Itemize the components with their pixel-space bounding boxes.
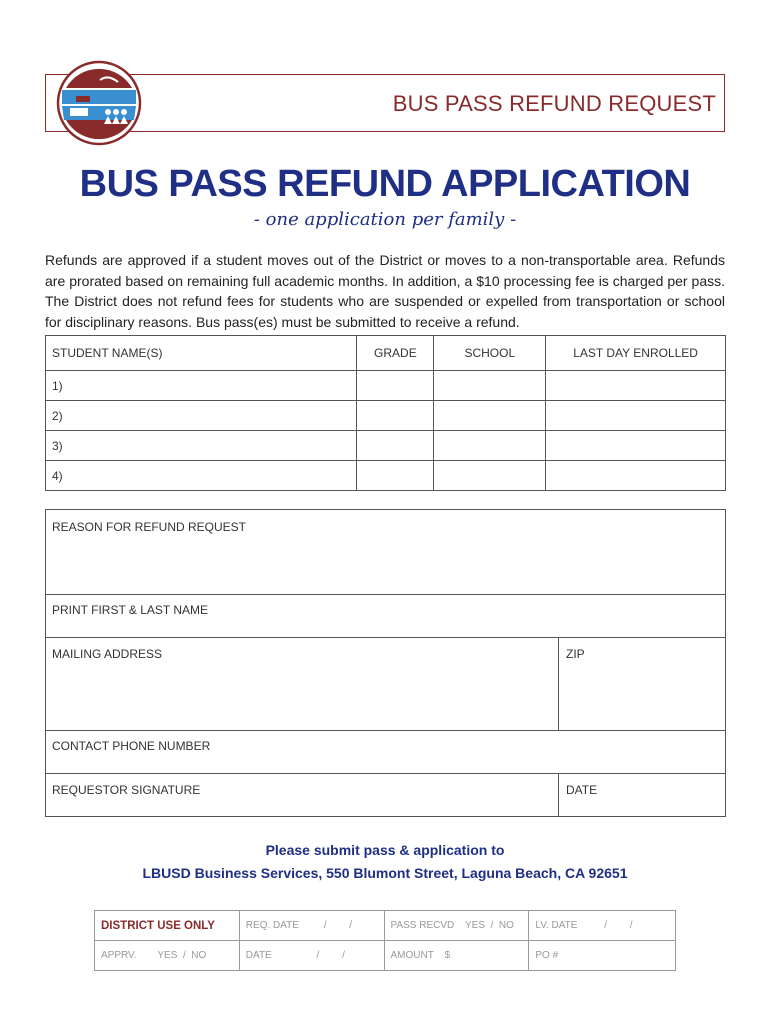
- print-name-label: PRINT FIRST & LAST NAME: [52, 603, 209, 617]
- student-name-field[interactable]: 2): [46, 401, 357, 431]
- amount-label: AMOUNT: [390, 950, 434, 961]
- signature-label: REQUESTOR SIGNATURE: [52, 783, 201, 797]
- header-banner: [45, 74, 725, 132]
- date-slash: /: [349, 920, 353, 931]
- submit-instruction: Please submit pass & application to: [265, 842, 505, 858]
- date-slash: /: [342, 950, 345, 961]
- po-label: PO #: [535, 950, 559, 961]
- district-use-only-label: DISTRICT USE ONLY: [101, 919, 215, 932]
- header-last-day-enrolled: LAST DAY ENROLLED: [546, 336, 726, 371]
- lv-date-label: LV. DATE: [535, 920, 578, 931]
- table-row: [95, 911, 676, 941]
- signature-field[interactable]: [46, 774, 558, 816]
- date-field[interactable]: [559, 774, 725, 816]
- date-slash: /: [323, 920, 327, 931]
- district-use-only-cell: [95, 911, 240, 941]
- reason-label: REASON FOR REFUND REQUEST: [52, 520, 247, 534]
- pass-recvd-cell[interactable]: [384, 911, 529, 941]
- table-row: [95, 941, 676, 971]
- applicant-form: [45, 509, 726, 817]
- phone-label: CONTACT PHONE NUMBER: [52, 739, 211, 753]
- school-field[interactable]: [434, 431, 546, 461]
- student-name-field[interactable]: 4): [46, 461, 357, 491]
- phone-field[interactable]: [46, 731, 725, 773]
- grade-field[interactable]: [357, 431, 434, 461]
- header-grade: GRADE: [357, 336, 434, 371]
- header-school: SCHOOL: [434, 336, 546, 371]
- req-date-cell[interactable]: [239, 911, 384, 941]
- print-name-field[interactable]: [46, 595, 725, 637]
- lv-date-cell[interactable]: [529, 911, 676, 941]
- pass-recvd-yes-no: YES / NO: [465, 920, 514, 931]
- reason-field[interactable]: [46, 510, 725, 594]
- school-field[interactable]: [434, 401, 546, 431]
- apprv-label: APPRV.: [101, 950, 137, 961]
- req-date-label: REQ. DATE: [245, 920, 299, 931]
- school-field[interactable]: [434, 461, 546, 491]
- submit-address: LBUSD Business Services, 550 Blumont Street, Laguna Beach, CA 92651: [142, 865, 628, 881]
- apprv-yes-no: YES / NO: [157, 950, 207, 961]
- table-row: [46, 371, 726, 401]
- last-day-field[interactable]: [546, 401, 726, 431]
- page-title: BUS PASS REFUND APPLICATION: [79, 163, 691, 205]
- intro-paragraph: Refunds are approved if a student moves out of the District or moves to a non-transportable area. Refunds are prorated based on remaining full academic months. In addition, a $10 processing fee is charged per pass. The District does not refund fees for students who are suspended or expelled from transportation or school for disciplinary reasons. Bus pass(es) must be submitted to receive a refund.: [45, 252, 725, 330]
- date-slash: /: [316, 950, 320, 961]
- amount-cell[interactable]: [384, 941, 529, 971]
- student-name-field[interactable]: 1): [46, 371, 357, 401]
- grade-field[interactable]: [357, 401, 434, 431]
- district-use-table: [94, 910, 676, 971]
- mailing-address-label: MAILING ADDRESS: [52, 647, 163, 661]
- zip-field[interactable]: [559, 638, 725, 730]
- table-row: [46, 461, 726, 491]
- header-title: BUS PASS REFUND REQUEST: [392, 91, 716, 116]
- po-cell[interactable]: [529, 941, 676, 971]
- students-header-row: [46, 336, 726, 371]
- district-date-label: DATE: [245, 950, 272, 961]
- date-cell[interactable]: [239, 941, 384, 971]
- last-day-field[interactable]: [546, 431, 726, 461]
- last-day-field[interactable]: [546, 371, 726, 401]
- district-seal-logo-icon: [56, 60, 142, 146]
- students-table: [45, 335, 726, 491]
- mailing-address-field[interactable]: [46, 638, 558, 730]
- student-name-field[interactable]: 3): [46, 431, 357, 461]
- school-field[interactable]: [434, 371, 546, 401]
- apprv-cell[interactable]: [95, 941, 240, 971]
- header-student-names: STUDENT NAME(S): [46, 336, 357, 371]
- pass-recvd-label: PASS RECVD: [390, 920, 455, 931]
- amount-dollar-sign: $: [444, 950, 450, 961]
- last-day-field[interactable]: [546, 461, 726, 491]
- zip-label: ZIP: [566, 647, 585, 661]
- grade-field[interactable]: [357, 461, 434, 491]
- date-label: DATE: [566, 783, 598, 797]
- page-subtitle: - one application per family -: [253, 209, 517, 230]
- date-slash: /: [604, 920, 608, 931]
- table-row: [46, 431, 726, 461]
- grade-field[interactable]: [357, 371, 434, 401]
- table-row: [46, 401, 726, 431]
- date-slash: /: [629, 920, 633, 931]
